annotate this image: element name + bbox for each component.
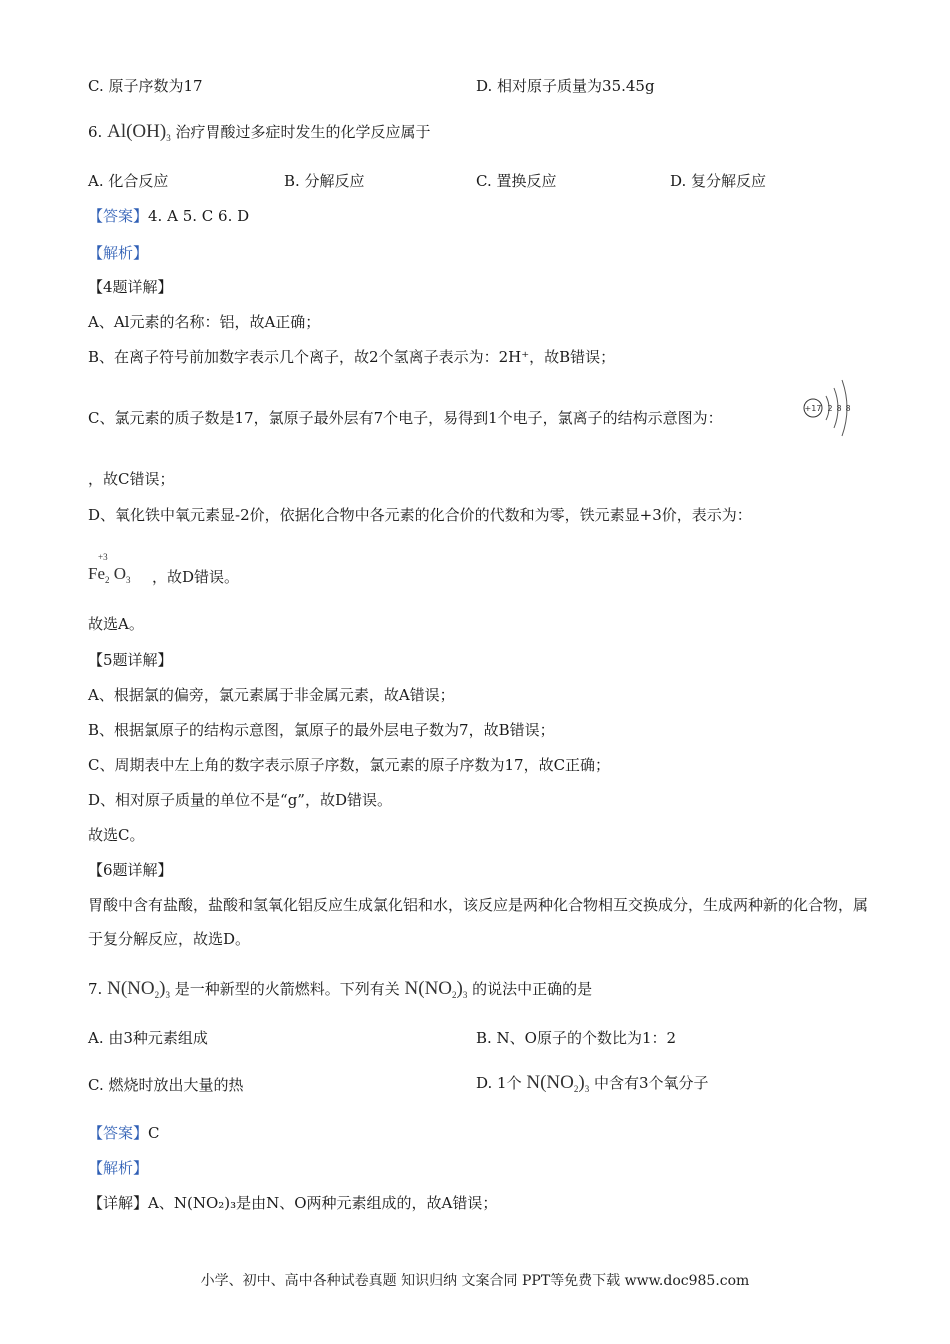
analysis-tag: 【解析】 <box>88 244 149 262</box>
shell-label: 2 <box>827 404 833 413</box>
answer-tag: 【答案】 <box>88 207 149 225</box>
answer-text: 4. A 5. C 6. D <box>148 207 250 225</box>
question-stem: 是一种新型的火箭燃料。下列有关 <box>174 980 400 998</box>
option-c-q5: C. 原子序数为17 <box>88 77 203 95</box>
option-c: C. 置换反应 <box>476 172 557 190</box>
option-b: B. 分解反应 <box>284 172 365 190</box>
option-d-q5: D. 相对原子质量为35.45g <box>476 77 655 95</box>
section-heading: 【6题详解】 <box>88 861 173 879</box>
option-d: D. 复分解反应 <box>670 172 767 190</box>
detail-line: D、相对原子质量的单位不是“g”，故D错误。 <box>88 791 392 809</box>
iron-oxide-formula: +3 $Fe_2$ $O_3$ ，故D错误。 <box>88 552 240 586</box>
option-a: A. 由3种元素组成 <box>88 1029 208 1047</box>
option-d: D. 1个 $N(NO_2)_3$ 中含有3个氧分子 <box>476 1072 709 1094</box>
chemical-formula: $N(NO_2)_3$ <box>526 1072 590 1094</box>
answer-tag: 【答案】 <box>88 1124 149 1142</box>
detail-line: C、周期表中左上角的数字表示原子序数，氯元素的原子序数为17，故C正确； <box>88 756 611 774</box>
answer-line <box>88 1123 160 1143</box>
section-heading: 【5题详解】 <box>88 651 173 669</box>
detail-tag: 【详解】 <box>88 1194 149 1212</box>
conclusion: 故选C。 <box>88 826 145 844</box>
option-a: A. 化合反应 <box>88 172 169 190</box>
nucleus-label: +17 <box>804 404 822 413</box>
shell-label: 8 <box>845 404 851 413</box>
answer-text: C <box>148 1124 160 1142</box>
question-7 <box>88 979 592 1005</box>
detail-line: A、Al元素的名称：铝，故A正确； <box>88 313 321 331</box>
question-number: 7. <box>88 980 103 998</box>
option-c: C. 燃烧时放出大量的热 <box>88 1076 244 1094</box>
page-footer: 小学、初中、高中各种试卷真题 知识归纳 文案合同 PPT等免费下载 www.doc985.com <box>200 1273 750 1289</box>
detail-line: A、根据氯的偏旁，氯元素属于非金属元素，故A错误； <box>88 686 455 704</box>
question-stem: 治疗胃酸过多症时发生的化学反应属于 <box>175 123 431 141</box>
chemical-formula: $N(NO_2)_3$ <box>107 978 170 1000</box>
detail-line: B、根据氯原子的结构示意图，氯原子的最外层电子数为7，故B错误； <box>88 721 555 739</box>
chemical-formula: $N(NO_2)_3$ <box>404 978 468 1000</box>
question-6 <box>88 122 431 148</box>
option-b: B. N、O原子的个数比为1：2 <box>476 1029 677 1047</box>
chemical-formula: $Al(OH)_3$ <box>107 121 171 143</box>
detail-paragraph: 胃酸中含有盐酸，盐酸和氢氧化铝反应生成氯化铝和水，该反应是两种化合物相互交换成分，生成两种新的化合物，属于复分解反应，故选D。 <box>88 896 869 948</box>
question-stem: 的说法中正确的是 <box>472 980 593 998</box>
detail-line: D、氧化铁中氧元素显-2价，依据化合物中各元素的化合价的代数和为零，铁元素显+3价，表示为： <box>88 506 752 524</box>
question-number: 6. <box>88 123 103 141</box>
answer-line <box>88 206 249 226</box>
analysis-tag: 【解析】 <box>88 1159 149 1177</box>
conclusion: 故选A。 <box>88 615 144 633</box>
detail-line: C、氯元素的质子数是17，氯原子最外层有7个电子，易得到1个电子，氯离子的结构示意图为： <box>88 409 723 427</box>
section-heading: 【4题详解】 <box>88 278 173 296</box>
detail-line: ，故D错误。 <box>152 568 240 586</box>
detail-line: B、在离子符号前加数字表示几个离子，故2个氢离子表示为：2H⁺，故B错误； <box>88 348 616 366</box>
shell-label: 8 <box>836 404 842 413</box>
oxidation-number: +3 <box>98 552 108 562</box>
chloride-ion-diagram <box>800 376 856 440</box>
detail-line: 【详解】A、N(NO₂)₃是由N、O两种元素组成的，故A错误； <box>88 1194 498 1212</box>
detail-line: ，故C错误； <box>88 470 175 488</box>
